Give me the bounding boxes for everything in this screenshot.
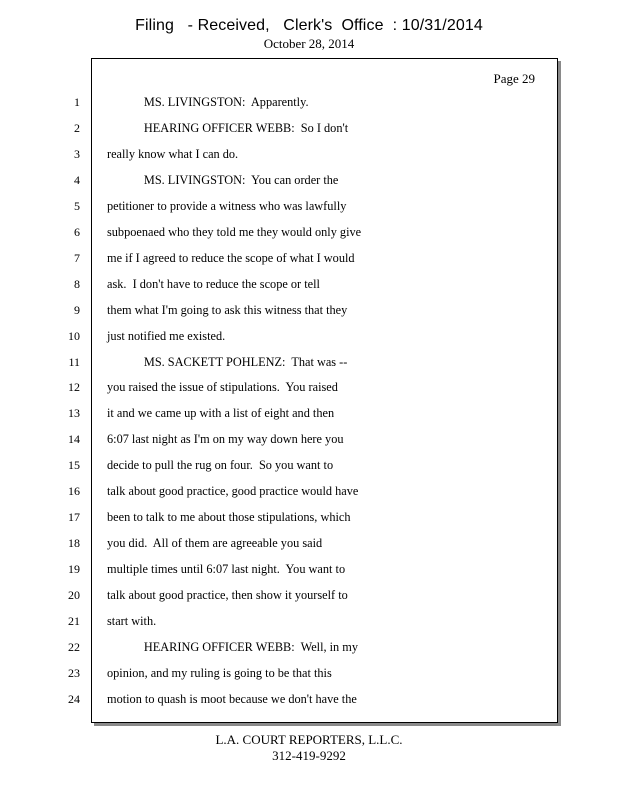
line-number: 5 [74,199,80,213]
transcript-line: decide to pull the rug on four. So you want to [107,458,334,472]
transcript-line: HEARING OFFICER WEBB: Well, in my [107,640,358,654]
transcript-line: MS. LIVINGSTON: You can order the [107,173,339,187]
line-number: 2 [74,121,80,135]
line-number: 20 [68,588,80,602]
transcript-line: motion to quash is moot because we don't have the [107,692,357,706]
line-number: 9 [74,303,80,317]
line-number: 22 [68,640,80,654]
transcript-line: opinion, and my ruling is going to be that this [107,666,332,680]
transcript-line: HEARING OFFICER WEBB: So I don't [107,121,349,135]
line-number: 15 [68,458,80,472]
line-number: 19 [68,562,80,576]
line-number: 1 [74,95,80,109]
transcript-line: me if I agreed to reduce the scope of what I would [107,251,355,265]
transcript-line: 6:07 last night as I'm on my way down here you [107,432,344,446]
transcript-line: MS. LIVINGSTON: Apparently. [107,95,309,109]
line-number: 4 [74,173,80,187]
line-number: 14 [68,432,80,446]
transcript-line: just notified me existed. [107,329,226,343]
transcript-line: you raised the issue of stipulations. You raised [107,380,338,394]
transcript-line: ask. I don't have to reduce the scope or tell [107,277,320,291]
line-number: 6 [74,225,80,239]
transcript-line: petitioner to provide a witness who was lawfully [107,199,347,213]
line-number: 23 [68,666,80,680]
transcript-line: MS. SACKETT POHLENZ: That was -- [107,355,348,369]
transcript-line: subpoenaed who they told me they would only give [107,225,362,239]
transcript-line: it and we came up with a list of eight and then [107,406,335,420]
filing-stamp: Filing - Received, Clerk's Office : 10/31/2014 [135,17,483,34]
line-number: 17 [68,510,80,524]
line-number: 11 [68,355,80,369]
transcript-line: really know what I can do. [107,147,239,161]
reporter-phone: 312-419-9292 [272,748,346,763]
line-number: 12 [68,380,80,394]
page-number: Page 29 [493,71,535,86]
transcript-line: them what I'm going to ask this witness that they [107,303,348,317]
transcript-line: talk about good practice, then show it yourself to [107,588,348,602]
line-number: 3 [74,147,80,161]
line-number: 21 [68,614,80,628]
transcript-line: multiple times until 6:07 last night. You want to [107,562,346,576]
line-number: 10 [68,329,80,343]
transcript-line: you did. All of them are agreeable you said [107,536,323,550]
line-number: 16 [68,484,80,498]
line-number: 8 [74,277,80,291]
reporter-company: L.A. COURT REPORTERS, L.L.C. [215,732,403,747]
transcript-line: talk about good practice, good practice would have [107,484,359,498]
line-number: 18 [68,536,80,550]
line-number: 7 [74,251,80,265]
line-number: 13 [68,406,80,420]
transcript-line: been to talk to me about those stipulations, which [107,510,351,524]
transcript-date: October 28, 2014 [263,36,355,51]
transcript-line: start with. [107,614,157,628]
line-number: 24 [68,692,80,706]
